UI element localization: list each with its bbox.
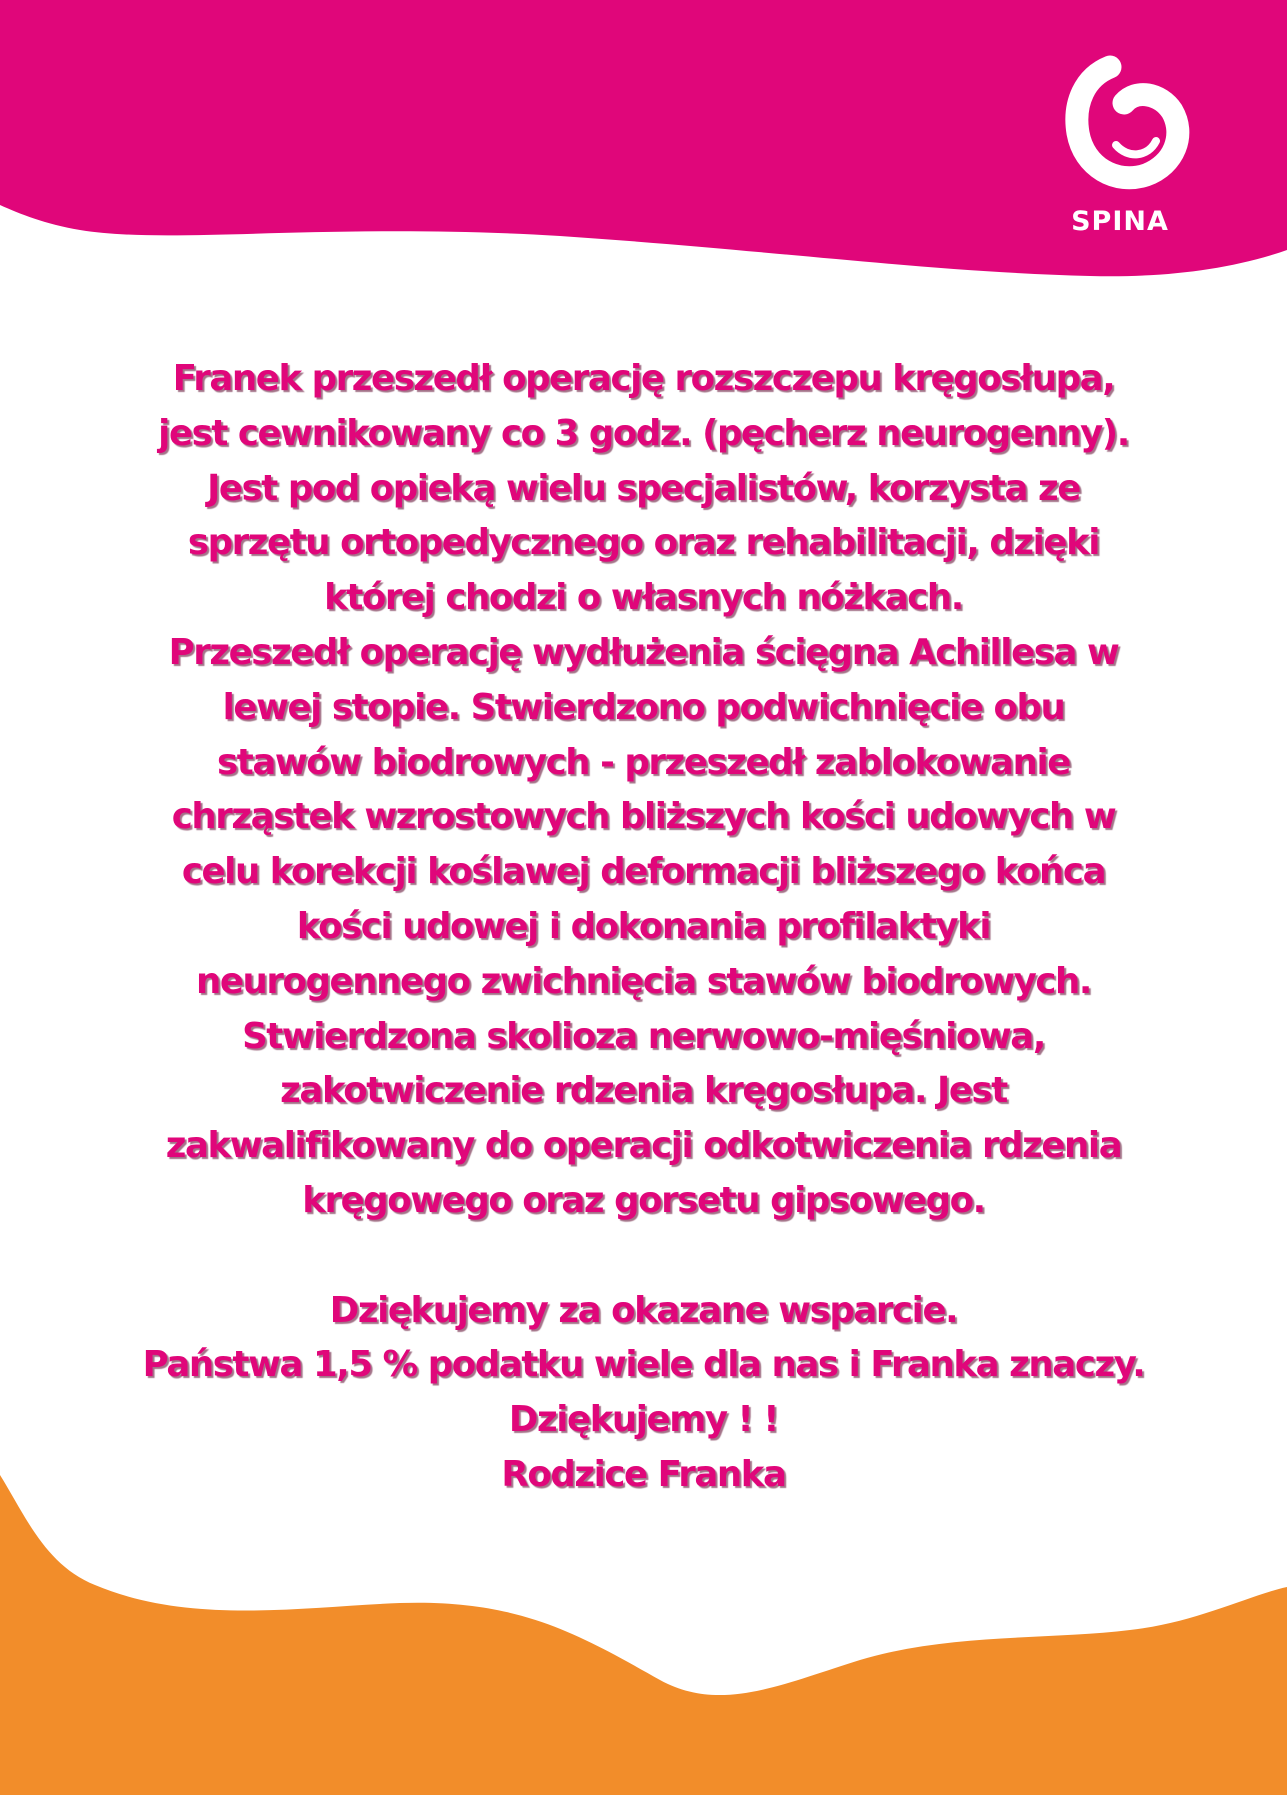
bottom-wave-decoration [0,1475,1287,1795]
body-line: Stwierdzona skolioza nerwowo-mięśniowa, [242,1015,1045,1057]
body-line: zakotwiczenie rdzenia kręgosłupa. Jest [280,1070,1007,1112]
body-line: stawów biodrowych - przeszedł zablokowanie [217,741,1070,783]
closing-line: Dziękujemy ! ! [508,1399,779,1441]
body-line: zakwalifikowany do operacji odkotwiczenia rdzenia [165,1125,1122,1167]
body-line: celu korekcji koślawej deformacji bliższego końca [181,851,1106,893]
bottom-wave-shape [0,1475,1287,1795]
letter-body [60,352,1227,1503]
body-line: kości udowej i dokonania profilaktyki [296,905,991,947]
body-line: Franek przeszedł operację rozszczepu kręgosłupa, [172,358,1115,399]
body-line: jest cewnikowany co 3 godz. (pęcherz neurogenny). [158,412,1129,454]
closing-line: Dziękujemy za okazane wsparcie. [329,1289,958,1331]
spina-logo [1040,55,1200,255]
body-line: Przeszedł operację wydłużenia ścięgna Achillesa w [168,631,1119,673]
spiral-swirl-icon [1040,55,1200,205]
paragraph-gap [60,1229,1227,1284]
body-line: sprzętu ortopedycznego oraz rehabilitacji, dzięki [187,522,1100,564]
body-line: neurogennego zwichnięcia stawów biodrowych. [196,960,1091,1002]
body-line: kręgowego oraz gorsetu gipsowego. [302,1179,985,1221]
signature-line: Rodzice Franka [501,1453,786,1495]
body-line: której chodzi o własnych nóżkach. [324,577,963,619]
closing-line: Państwa 1,5 % podatku wiele dla nas i Franka znaczy. [142,1344,1145,1386]
logo-wordmark: SPINA [1071,206,1169,237]
body-line: Jest pod opieką wielu specjalistów, korzysta ze [207,467,1080,509]
body-line: lewej stopie. Stwierdzono podwichnięcie obu [222,686,1065,728]
body-line: chrząstek wzrostowych bliższych kości udowych w [171,796,1116,838]
